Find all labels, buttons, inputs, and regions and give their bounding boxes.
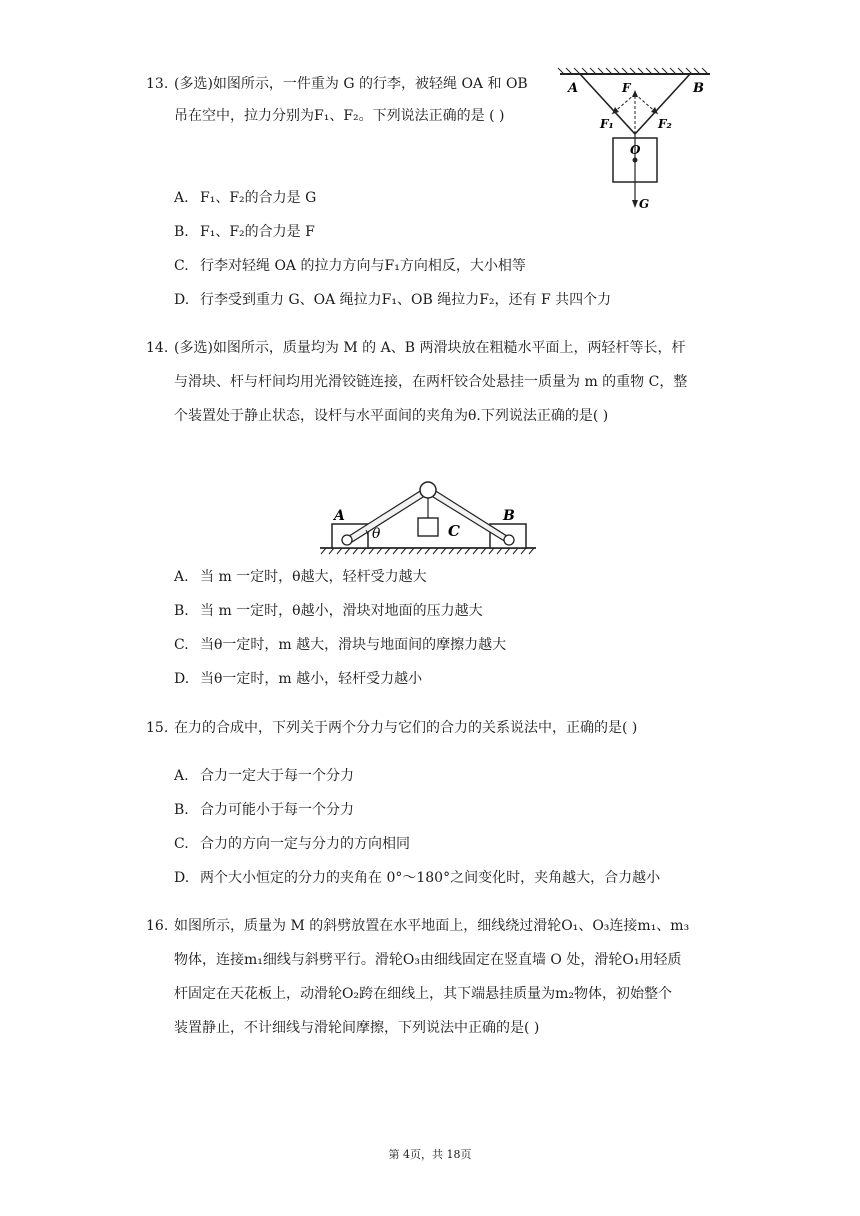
q16-stem-line-2: 物体，连接m₁细线与斜劈平行。滑轮O₃由细线固定在竖直墙 O 处，滑轮O₁用轻质 — [174, 952, 682, 968]
q13-fig-label-F: F — [622, 81, 631, 95]
q13-fig-label-F1: F₁ — [600, 117, 614, 131]
q13-stem-line-1: (多选)如图所示，一件重为 G 的行李，被轻绳 OA 和 OB — [174, 76, 528, 92]
q14-option-d: D. 当θ一定时，m 越小，轻杆受力越小 — [174, 671, 423, 687]
q16-stem-line-1: 如图所示，质量为 M 的斜劈放置在水平地面上，细线绕过滑轮O₁、O₃连接m₁、m₃ — [174, 918, 690, 934]
q13-option-d: D. 行李受到重力 G、OA 绳拉力F₁、OB 绳拉力F₂，还有 F 共四个力 — [174, 292, 612, 308]
q15-number: 15. — [146, 720, 169, 736]
q14-stem-line-3: 个装置处于静止状态，设杆与水平面间的夹角为θ.下列说法正确的是( ) — [174, 408, 609, 424]
q13-stem-line-2: 吊在空中，拉力分别为F₁、F₂。下列说法正确的是 ( ) — [174, 108, 505, 124]
q15-option-a: A. 合力一定大于每一个分力 — [174, 768, 354, 784]
q15-option-c: C. 合力的方向一定与分力的方向相同 — [174, 836, 410, 852]
q13-option-b: B. F₁、F₂的合力是 F — [174, 224, 315, 240]
q14-stem-line-1: (多选)如图所示，质量均为 M 的 A、B 两滑块放在粗糙水平面上，两轻杆等长，杆 — [174, 340, 686, 356]
q15-option-d: D. 两个大小恒定的分力的夹角在 0°～180°之间变化时，夹角越大，合力越小 — [174, 870, 661, 886]
q14-figure-sliders — [318, 466, 540, 558]
q13-fig-label-F2: F₂ — [658, 117, 672, 131]
q15-option-b: B. 合力可能小于每一个分力 — [174, 802, 354, 818]
q14-number: 14. — [146, 340, 169, 356]
q14-fig-label-C: C — [448, 522, 460, 540]
q14-fig-label-theta: θ — [372, 526, 381, 542]
q13-option-a: A. F₁、F₂的合力是 G — [174, 190, 317, 206]
q15-stem-line-1: 在力的合成中，下列关于两个分力与它们的合力的关系说法中，正确的是( ) — [174, 720, 638, 736]
q13-fig-label-O: O — [630, 143, 641, 157]
q14-option-c: C. 当θ一定时，m 越大，滑块与地面间的摩擦力越大 — [174, 637, 507, 653]
q14-fig-label-A: A — [334, 508, 345, 524]
q13-fig-label-G: G — [639, 197, 650, 211]
q14-stem-line-2: 与滑块、杆与杆间均用光滑铰链连接，在两杆铰合处悬挂一质量为 m 的重物 C，整 — [174, 374, 688, 390]
q14-option-b: B. 当 m 一定时，θ越小，滑块对地面的压力越大 — [174, 603, 483, 619]
q13-fig-label-A: A — [568, 81, 579, 96]
q14-option-a: A. 当 m 一定时，θ越大，轻杆受力越大 — [174, 569, 427, 585]
q14-fig-label-B: B — [503, 508, 515, 524]
q13-option-c: C. 行李对轻绳 OA 的拉力方向与F₁方向相反，大小相等 — [174, 258, 526, 274]
q13-number: 13. — [146, 76, 169, 92]
q13-fig-label-B: B — [693, 81, 704, 96]
q13-figure-luggage — [550, 66, 720, 216]
q16-number: 16. — [146, 918, 169, 934]
q16-stem-line-4: 装置静止，不计细线与滑轮间摩擦，下列说法中正确的是( ) — [174, 1020, 540, 1036]
q16-stem-line-3: 杆固定在天花板上，动滑轮O₂跨在细线上，其下端悬挂质量为m₂物体，初始整个 — [174, 986, 672, 1002]
page-footer: 第 4页，共 18页 — [388, 1148, 472, 1161]
